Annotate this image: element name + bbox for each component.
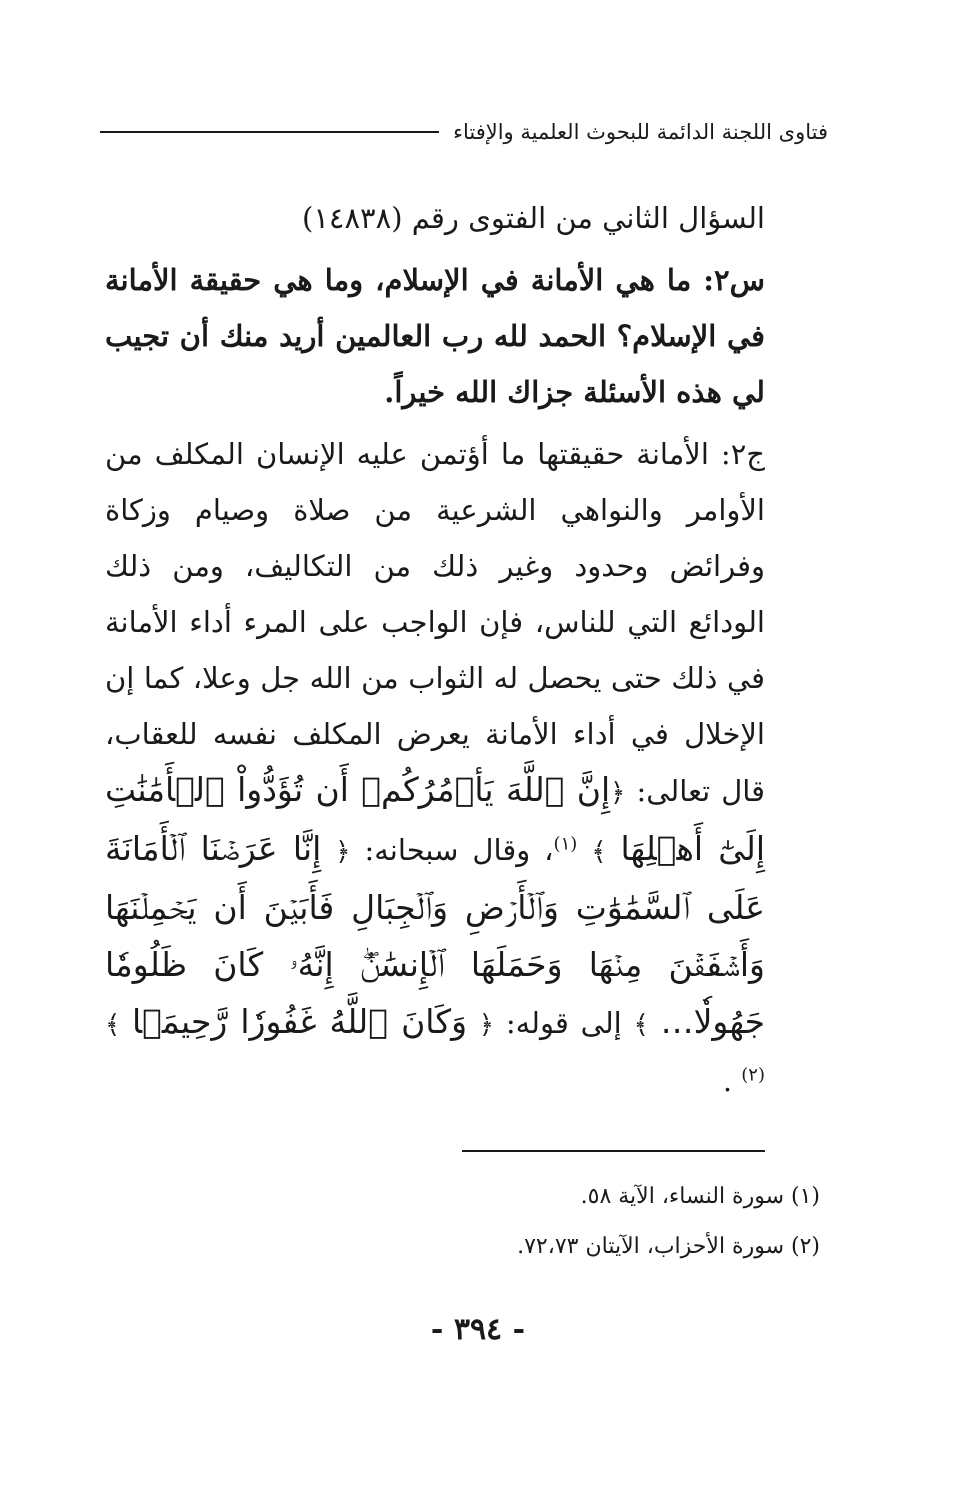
- ornate-bracket-open: ﴿: [478, 1010, 495, 1040]
- answer-text-3: إلى قوله:: [505, 1006, 622, 1040]
- footnote-2: (٢) سورة الأحزاب، الآيتان ٧٢،٧٣.: [517, 1234, 820, 1259]
- end-dot: .: [722, 1064, 733, 1098]
- footnote-separator: [462, 1150, 765, 1152]
- ornate-bracket-close: ﴾: [105, 1010, 121, 1040]
- header-rule: [100, 131, 439, 133]
- answer-paragraph: [105, 426, 765, 1109]
- ornate-bracket-open: ﴿: [610, 778, 626, 808]
- question-paragraph: س٢: ما هي الأمانة في الإسلام، وما هي حقيقة الأمانة في الإسلام؟ الحمد لله رب العالمين أريد منك أن تجيب لي هذه الأسئلة جزاك الله خيراً.: [105, 263, 765, 409]
- running-header: [100, 112, 828, 152]
- ornate-bracket-close: ﴾: [591, 837, 607, 867]
- footnote-ref-2: (٢): [741, 1064, 765, 1086]
- ornate-bracket-close: ﴾: [633, 1010, 649, 1040]
- answer-text-2: ، وقال سبحانه:: [364, 833, 554, 867]
- page-number: - ٣٩٤ -: [430, 1312, 526, 1347]
- fatwa-body: [105, 190, 765, 1109]
- fatwa-subtitle: السؤال الثاني من الفتوى رقم (١٤٨٣٨): [302, 201, 765, 235]
- quran-verse-2: إِنَّا عَرَضۡنَا ٱلۡأَمَانَةَ عَلَى ٱلسَّمَٰوَٰتِ وَٱلۡأَرۡضِ وَٱلۡجِبَالِ فَأَبَيۡنَ أَن يَحۡمِلۡنَهَا وَأَشۡفَقۡنَ مِنۡهَا وَحَمَلَهَا ٱلۡإِنسَٰنُۖ إِنَّهُۥ كَانَ ظَلُومٗا جَهُولٗا…: [105, 829, 766, 1041]
- answer-text-1: ج٢: الأمانة حقيقتها ما أؤتمن عليه الإنسان المكلف من الأوامر والنواهي الشرعية من صلاة وصيام وزكاة وفرائض وحدود وغير ذلك من التكاليف، ومن ذلك الودائع التي للناس، فإن الواجب على المرء أداء الأمانة في ذلك حتى يحصل له الثواب من الله جل وعلا، كما إن الإخلال في أداء الأمانة يعرض المكلف نفسه للعقاب، قال تعالى:: [105, 437, 765, 808]
- ornate-bracket-open: ﴿: [335, 837, 351, 867]
- footnote-1: (١) سورة النساء، الآية ٥٨.: [580, 1184, 820, 1209]
- quran-verse-3: وَكَانَ ٱللَّهُ غَفُورٗا رَّحِيمَۢا: [132, 1002, 467, 1041]
- header-title: فتاوى اللجنة الدائمة للبحوث العلمية والإفتاء: [453, 120, 828, 144]
- footnote-ref-1: (١): [553, 833, 578, 855]
- footnotes: [300, 1172, 820, 1272]
- quran-verse-1: إِنَّ ٱللَّهَ يَأۡمُرُكُمۡ أَن تُؤَدُّواْ ٱلۡأَمَٰنَٰتِ إِلَىٰٓ أَهۡلِهَا: [105, 770, 766, 868]
